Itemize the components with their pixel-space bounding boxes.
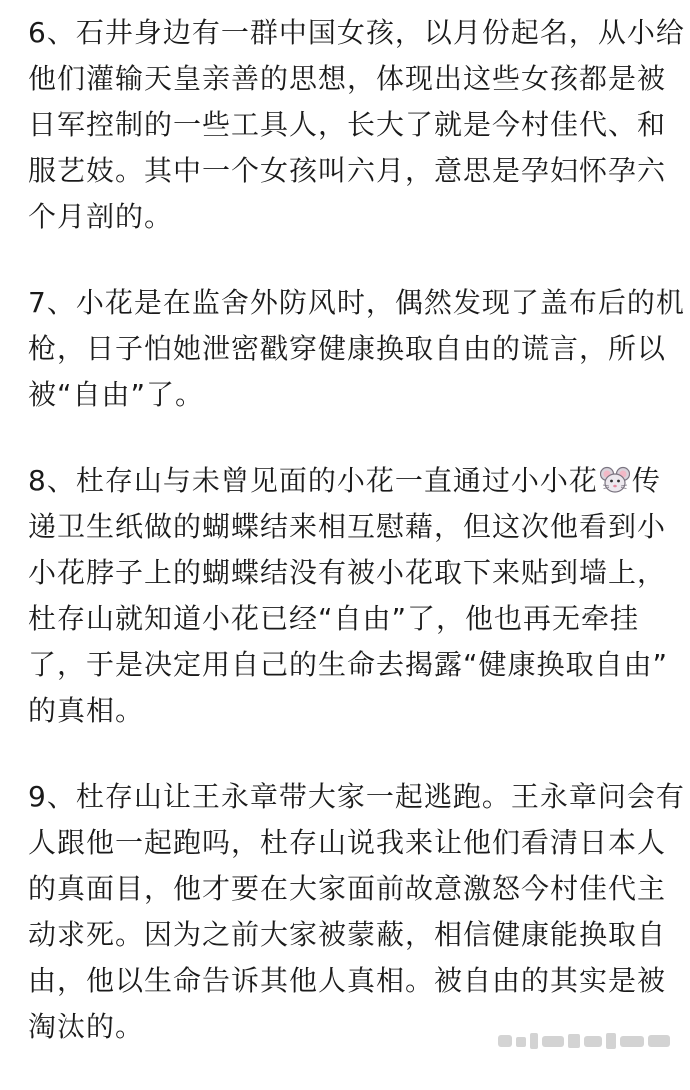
paragraph-7 [28,280,685,418]
text-line: 被“自由”了。 [28,378,205,411]
text-line: 7、小花是在监舍外防风时，偶然发现了盖布后的机 [28,286,685,319]
text-line: 淘汰的。 [28,1010,145,1043]
text-segment: 8、杜存山与未曾见面的小花一直通过小小花 [28,464,598,497]
text-line: 杜存山就知道小花已经“自由”了，他也再无牵挂 [28,602,640,635]
text-line: 了，于是决定用自己的生命去揭露“健康换取自由” [28,648,669,681]
article-body [28,10,685,1090]
paragraph-9 [28,774,685,1050]
text-segment: 传 [631,464,661,497]
text-line: 日军控制的一些工具人，长大了就是今村佳代、和 [28,108,667,141]
text-line: 服艺妓。其中一个女孩叫六月，意思是孕妇怀孕六 [28,154,667,187]
text-line: 的真相。 [28,694,145,727]
text-line: 人跟他一起跑吗，杜存山说我来让他们看清日本人 [28,826,667,859]
text-line: 枪，日子怕她泄密戳穿健康换取自由的谎言，所以 [28,332,667,365]
paragraph-6 [28,10,685,240]
text-line-with-emoji [28,458,668,504]
text-line: 递卫生纸做的蝴蝶结来相互慰藉，但这次他看到小 [28,510,667,543]
text-line: 他们灌输天皇亲善的思想，体现出这些女孩都是被 [28,62,667,95]
mouse-face-icon [600,462,630,490]
watermark-logo [496,1027,676,1055]
text-line: 个月剖的。 [28,200,174,233]
paragraph-8 [28,458,668,734]
text-line: 9、杜存山让王永章带大家一起逃跑。王永章问会有 [28,780,685,813]
text-line: 6、石井身边有一群中国女孩，以月份起名，从小给 [28,16,685,49]
text-line: 小花脖子上的蝴蝶结没有被小花取下来贴到墙上， [28,556,667,589]
text-line: 动求死。因为之前大家被蒙蔽，相信健康能换取自 [28,918,667,951]
text-line: 的真面目，他才要在大家面前故意激怒今村佳代主 [28,872,667,905]
text-line: 由，他以生命告诉其他人真相。被自由的其实是被 [28,964,667,997]
